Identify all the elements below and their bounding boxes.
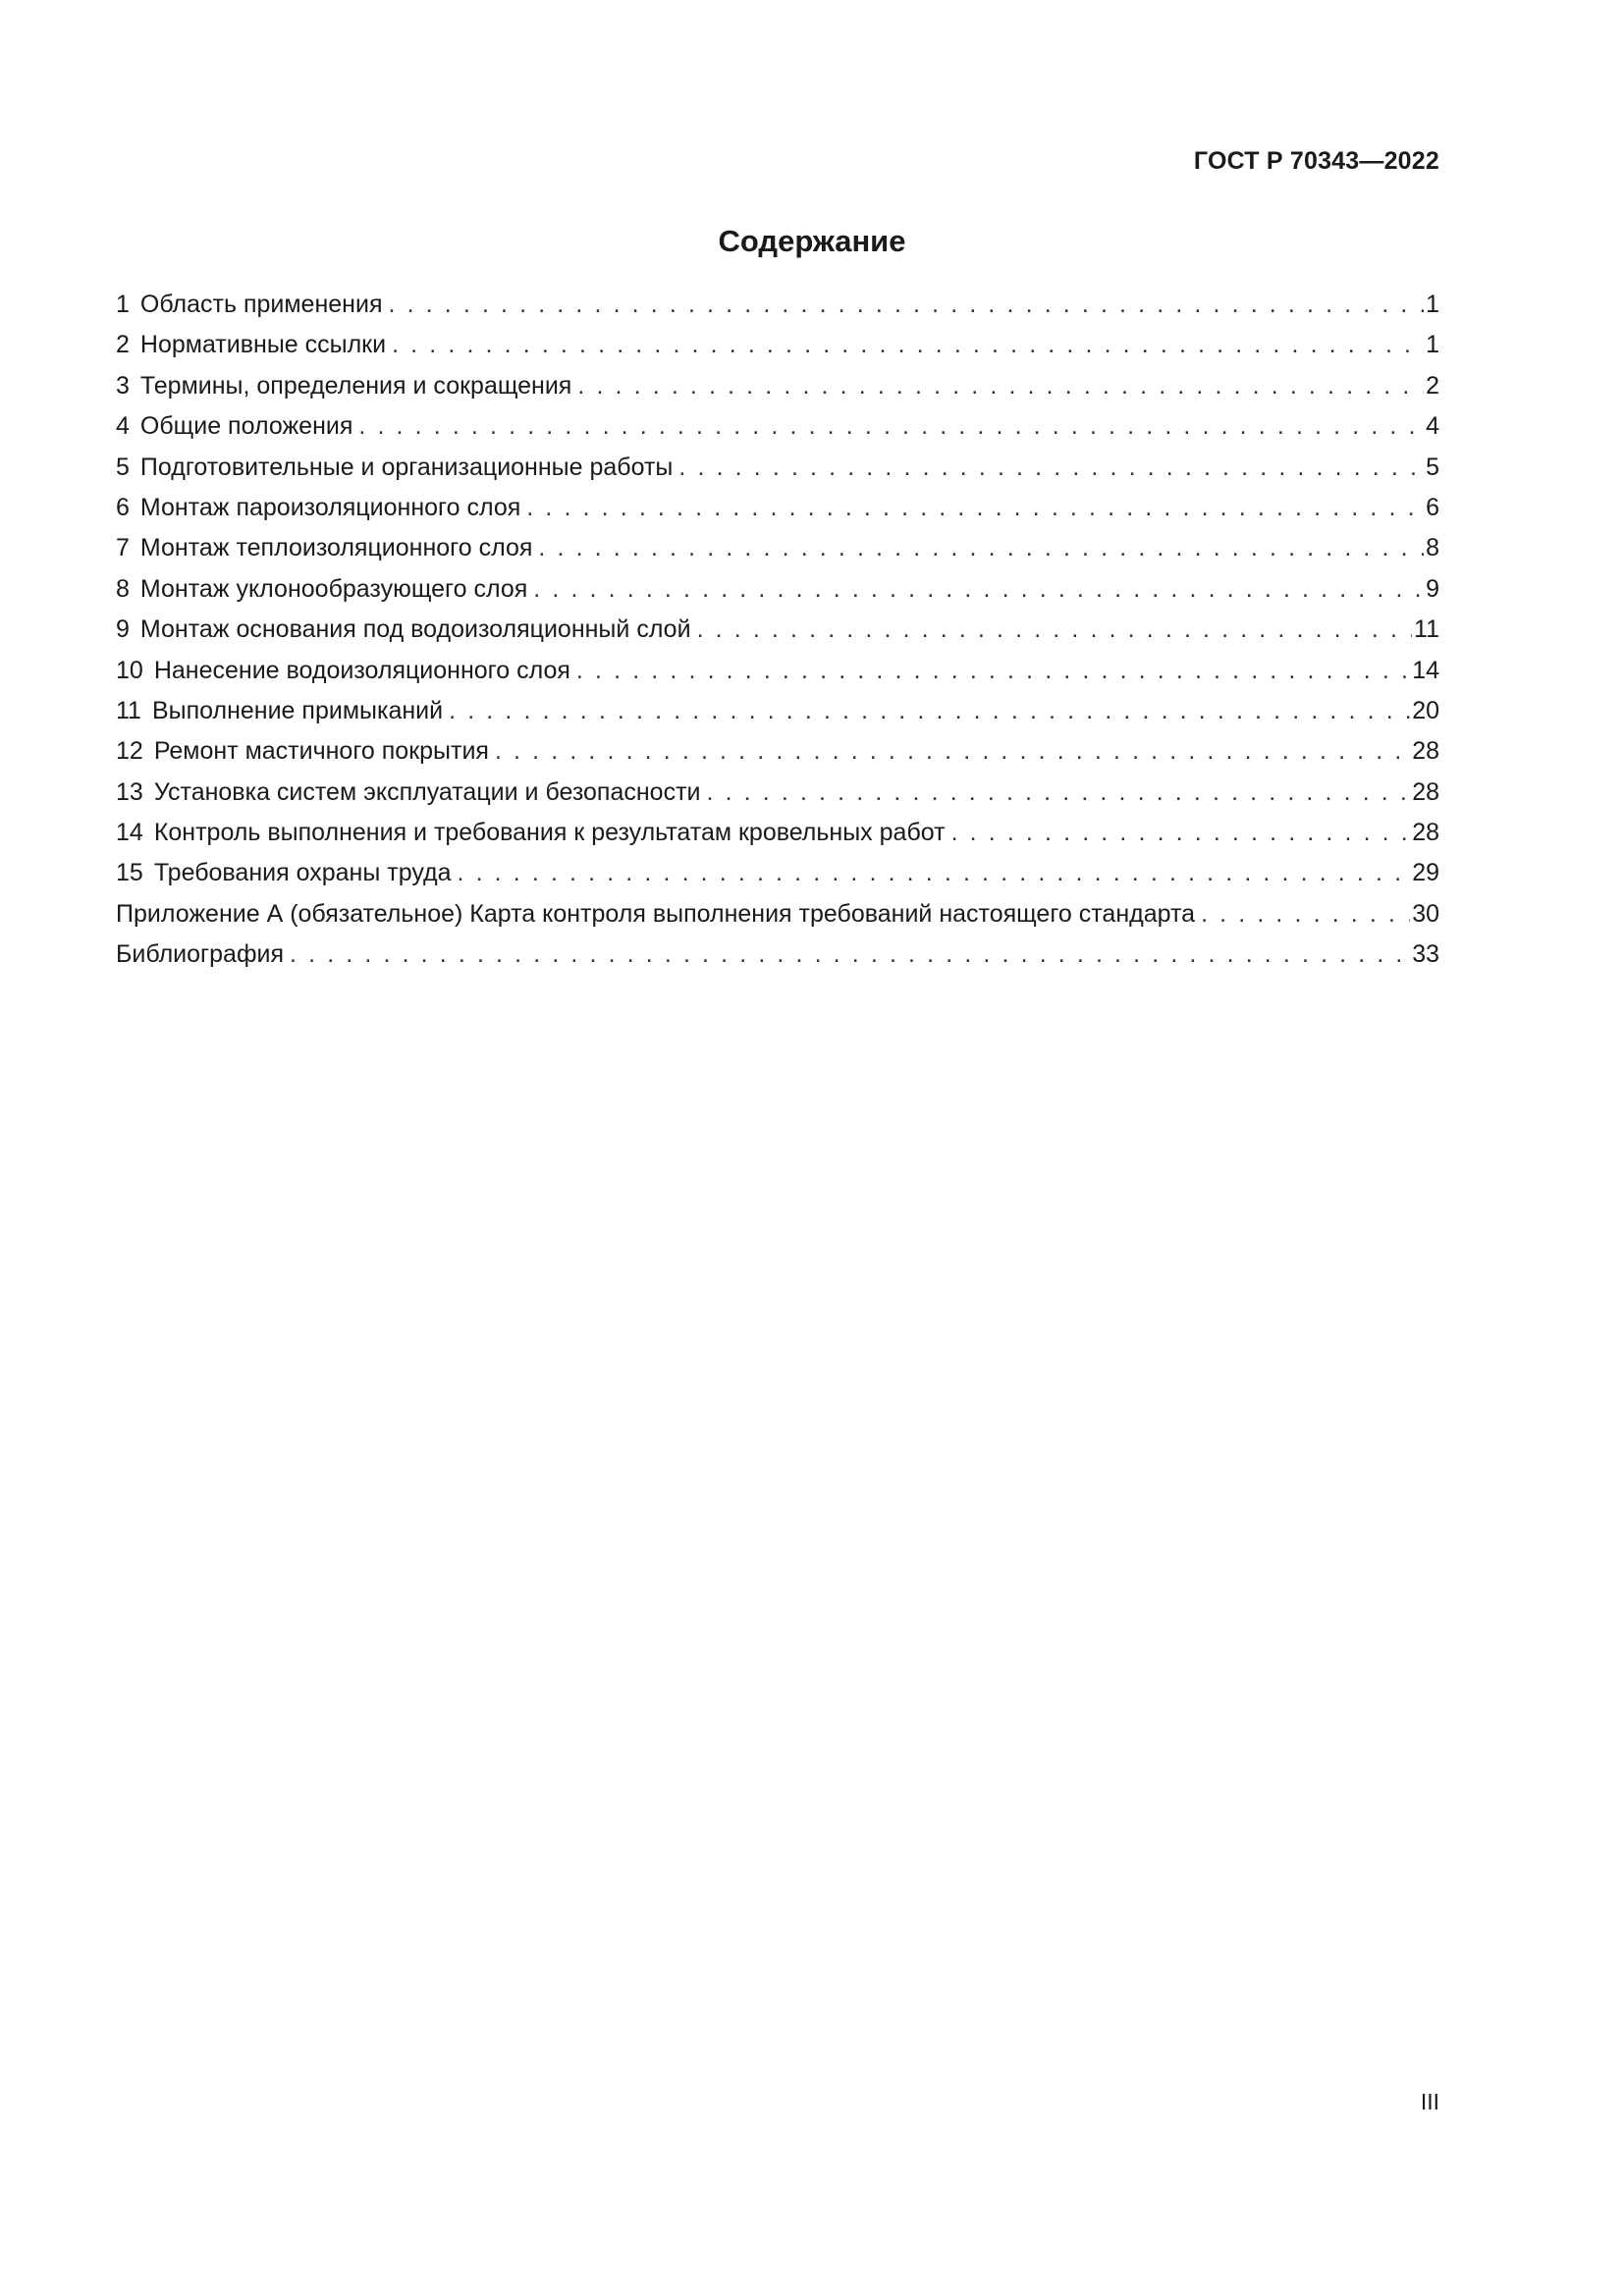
toc-entry-label: Выполнение примыканий bbox=[151, 696, 444, 724]
toc-entry-page: 28 bbox=[1412, 737, 1439, 766]
toc-entry-page: 4 bbox=[1426, 412, 1439, 441]
toc-entry-number: 11 bbox=[116, 696, 141, 724]
toc-entry-label: Термины, определения и сокращения bbox=[139, 371, 572, 400]
toc-entry-page: 28 bbox=[1412, 777, 1439, 806]
toc-entry-label: Приложение А (обязательное) Карта контроля выполнения требований настоящего стандарта bbox=[116, 899, 1196, 928]
toc-leader-dots bbox=[538, 528, 1424, 568]
toc-entry-page: 14 bbox=[1412, 656, 1439, 684]
toc-entry-page: 6 bbox=[1426, 493, 1439, 521]
toc-entry[interactable] bbox=[116, 448, 1439, 488]
toc-leader-dots bbox=[697, 610, 1412, 650]
toc-entry-label: Установка систем эксплуатации и безопасности bbox=[153, 777, 701, 806]
toc-leader-dots bbox=[358, 406, 1424, 447]
toc-entry-label: Общие положения bbox=[139, 412, 353, 441]
toc-entry-label: Монтаж основания под водоизоляционный слой bbox=[139, 615, 691, 644]
toc-entry[interactable] bbox=[116, 731, 1439, 772]
toc-entry-number: 4 bbox=[116, 412, 130, 441]
toc-entry-page: 28 bbox=[1412, 819, 1439, 847]
toc-entry[interactable] bbox=[116, 488, 1439, 528]
toc-entry-page: 2 bbox=[1426, 371, 1439, 400]
toc-entry-number: 7 bbox=[116, 534, 130, 562]
toc-leader-dots bbox=[449, 691, 1410, 731]
toc-entry-label: Монтаж уклонообразующего слоя bbox=[139, 574, 528, 603]
toc-entry-number: 8 bbox=[116, 574, 130, 603]
toc-entry[interactable] bbox=[116, 691, 1439, 731]
toc-leader-dots bbox=[392, 325, 1424, 365]
toc-entry-page: 8 bbox=[1426, 534, 1439, 562]
toc-entry[interactable] bbox=[116, 894, 1439, 934]
toc-entry-page: 9 bbox=[1426, 574, 1439, 603]
toc-entry[interactable] bbox=[116, 569, 1439, 610]
page-number: III bbox=[1420, 2089, 1439, 2114]
toc-entry-page: 29 bbox=[1412, 859, 1439, 887]
toc-entry[interactable] bbox=[116, 813, 1439, 853]
toc-entry-number: 14 bbox=[116, 819, 143, 847]
toc-entry-page: 5 bbox=[1426, 453, 1439, 481]
toc-leader-dots bbox=[951, 813, 1411, 853]
toc-leader-dots bbox=[290, 934, 1410, 975]
toc-list bbox=[116, 285, 1439, 976]
toc-entry[interactable] bbox=[116, 610, 1439, 650]
toc-entry-label: Ремонт мастичного покрытия bbox=[153, 737, 489, 766]
toc-entry-label: Область применения bbox=[139, 291, 383, 318]
toc-entry-page: 1 bbox=[1426, 291, 1439, 318]
toc-entry-label: Подготовительные и организационные работы bbox=[139, 453, 674, 481]
toc-entry-page: 30 bbox=[1412, 899, 1439, 928]
toc-entry-number: 13 bbox=[116, 777, 143, 806]
toc-leader-dots bbox=[707, 773, 1411, 813]
toc-leader-dots bbox=[576, 651, 1410, 691]
toc-entry-label: Монтаж теплоизоляционного слоя bbox=[139, 534, 533, 562]
toc-entry[interactable] bbox=[116, 651, 1439, 691]
toc-entry[interactable] bbox=[116, 406, 1439, 447]
toc-entry-number: 10 bbox=[116, 656, 143, 684]
toc-leader-dots bbox=[388, 285, 1424, 325]
toc-entry-number: 12 bbox=[116, 737, 143, 766]
document-code: ГОСТ Р 70343—2022 bbox=[1193, 147, 1439, 175]
toc-entry-label: Контроль выполнения и требования к результатам кровельных работ bbox=[153, 819, 946, 847]
toc-entry[interactable] bbox=[116, 773, 1439, 813]
toc-entry[interactable] bbox=[116, 528, 1439, 568]
toc-entry-label: Нормативные ссылки bbox=[139, 331, 387, 359]
toc-entry[interactable] bbox=[116, 934, 1439, 975]
toc-entry-label: Нанесение водоизоляционного слоя bbox=[153, 656, 570, 684]
toc-entry-page: 1 bbox=[1426, 331, 1439, 359]
toc-entry-number: 5 bbox=[116, 453, 130, 481]
toc-leader-dots bbox=[526, 488, 1424, 528]
toc-leader-dots bbox=[457, 853, 1410, 893]
toc-entry-number: 15 bbox=[116, 859, 143, 887]
toc-entry-label: Монтаж пароизоляционного слоя bbox=[139, 493, 521, 521]
toc-entry-label: Библиография bbox=[116, 940, 285, 969]
toc-entry-number: 2 bbox=[116, 331, 130, 359]
toc-entry-number: 3 bbox=[116, 371, 130, 400]
toc-entry[interactable] bbox=[116, 285, 1439, 325]
toc-entry-page: 11 bbox=[1414, 615, 1439, 644]
toc-entry-page: 20 bbox=[1412, 696, 1439, 724]
toc-leader-dots bbox=[1201, 894, 1410, 934]
toc-entry[interactable] bbox=[116, 325, 1439, 365]
toc-entry-page: 33 bbox=[1412, 940, 1439, 969]
toc-leader-dots bbox=[678, 448, 1424, 488]
toc-leader-dots bbox=[495, 731, 1410, 772]
toc-entry-number: 1 bbox=[116, 291, 130, 318]
toc-entry-number: 9 bbox=[116, 615, 130, 644]
toc-entry-label: Требования охраны труда bbox=[153, 859, 452, 887]
toc-leader-dots bbox=[533, 569, 1424, 610]
toc-title: Содержание bbox=[718, 224, 906, 258]
toc-leader-dots bbox=[577, 366, 1424, 406]
toc-entry[interactable] bbox=[116, 366, 1439, 406]
toc-entry[interactable] bbox=[116, 853, 1439, 893]
toc-entry-number: 6 bbox=[116, 493, 130, 521]
